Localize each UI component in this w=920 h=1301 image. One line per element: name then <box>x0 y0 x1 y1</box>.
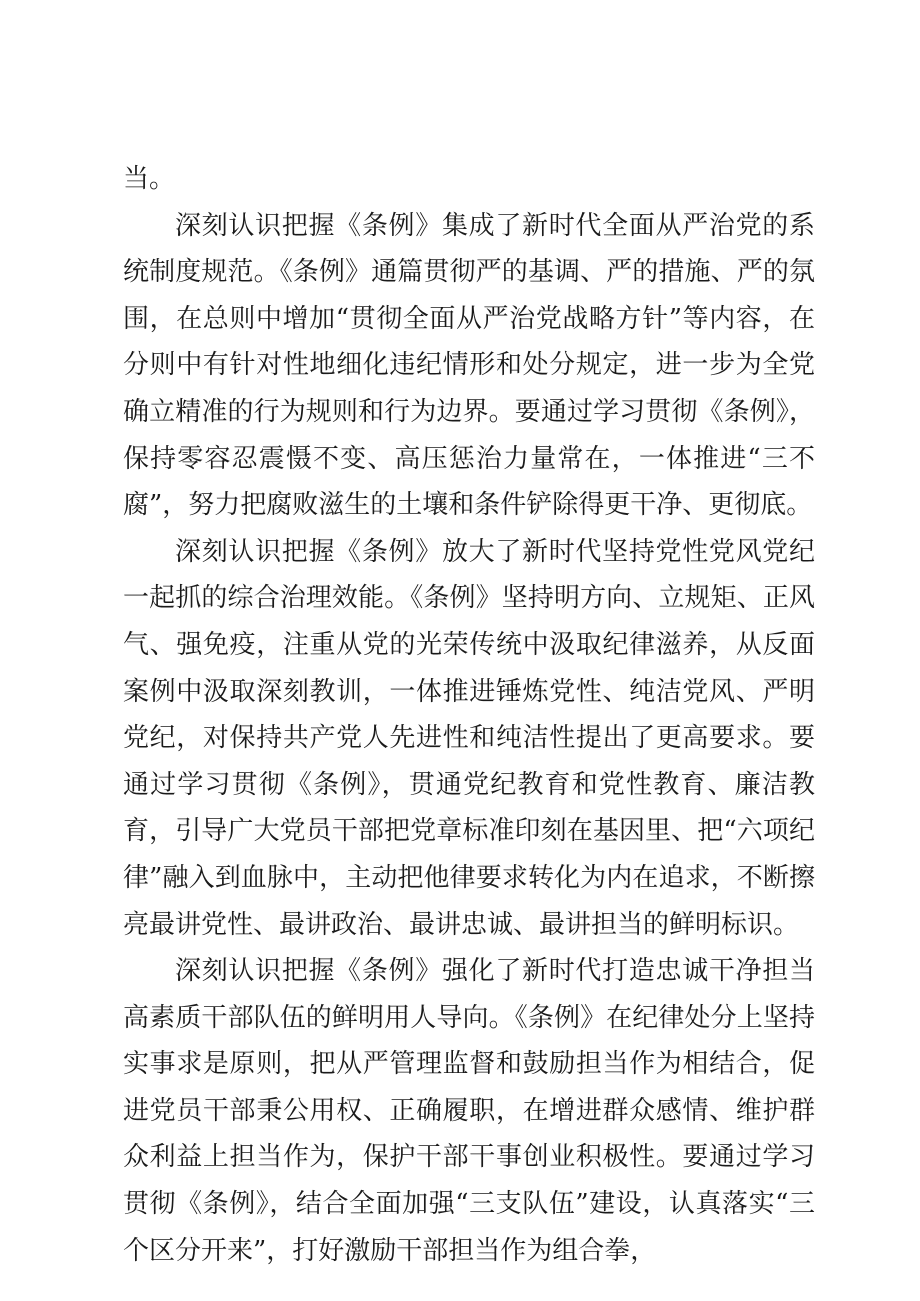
paragraph-continuation: 当。 <box>123 164 176 194</box>
body-text <box>123 156 815 1274</box>
paragraph-governance-efficacy: 深刻认识把握《条例》放大了新时代坚持党性党风党纪一起抓的综合治理效能。《条例》坚持明方向、立规矩、正风气、强免疫，注重从党的光荣传统中汲取纪律滋养，从反面案例中汲取深刻教训，一体推进锤炼党性、纯洁党风、严明党纪，对保持共产党人先进性和纯洁性提出了更高要求。要通过学习贯彻《条例》，贯通党纪教育和党性教育、廉洁教育，引导广大党员干部把党章标准印刻在基因里、把“六项纪律”融入到血脉中，主动把他律要求转化为内在追求，不断擦亮最讲党性、最讲政治、最讲忠诚、最讲担当的鲜明标识。 <box>123 536 815 940</box>
paragraph-system-norms: 深刻认识把握《条例》集成了新时代全面从严治党的系统制度规范。《条例》通篇贯彻严的基调、严的措施、严的氛围，在总则中增加“贯彻全面从严治党战略方针”等内容，在分则中有针对性地细化违纪情形和处分规定，进一步为全党确立精准的行为规则和行为边界。要通过学习贯彻《条例》，保持零容忍震慑不变、高压惩治力量常在，一体推进“三不腐”，努力把腐败滋生的土壤和条件铲除得更干净、更彻底。 <box>123 210 815 521</box>
paragraph-cadre-orientation: 深刻认识把握《条例》强化了新时代打造忠诚干净担当高素质干部队伍的鲜明用人导向。《条例》在纪律处分上坚持实事求是原则，把从严管理监督和鼓励担当作为相结合，促进党员干部秉公用权、正确履职，在增进群众感情、维护群众利益上担当作为，保护干部干事创业积极性。要通过学习贯彻《条例》，结合全面加强“三支队伍”建设，认真落实“三个区分开来”，打好激励干部担当作为组合拳， <box>123 956 815 1266</box>
